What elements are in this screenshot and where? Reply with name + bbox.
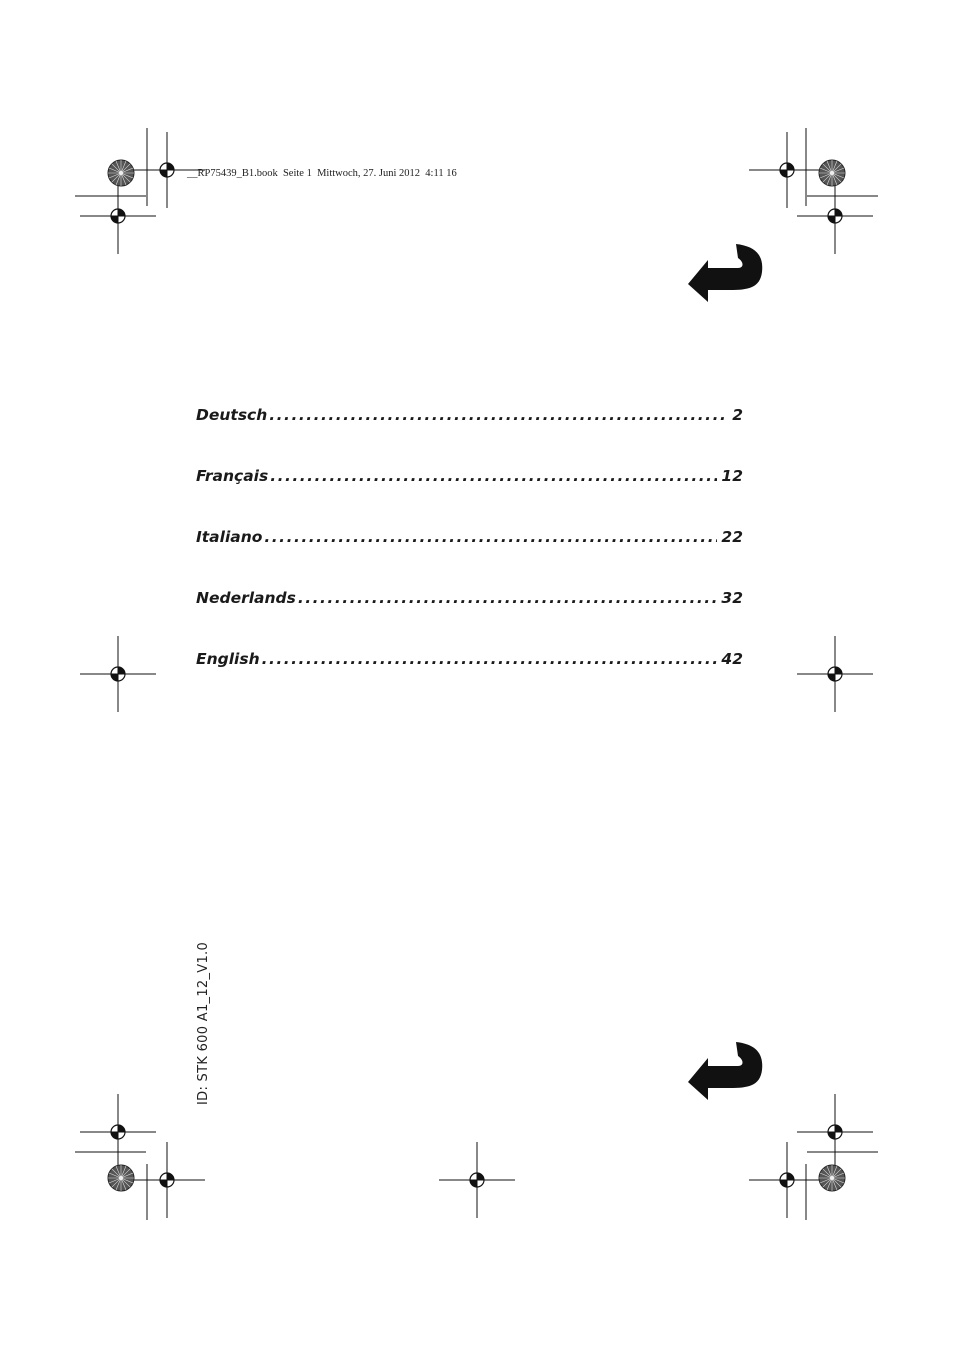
registration-mark-icon xyxy=(129,1142,205,1218)
registration-mark-icon xyxy=(797,178,873,254)
toc-entry-francais[interactable] xyxy=(196,467,743,491)
toc-leader-dots xyxy=(262,650,718,668)
registration-mark-icon xyxy=(749,132,825,208)
toc-label: Deutsch xyxy=(196,406,268,424)
toc-page-number: 32 xyxy=(721,589,743,607)
toc-page-number: 22 xyxy=(721,528,743,546)
registration-mark-icon xyxy=(439,1142,515,1218)
toc-leader-dots xyxy=(269,406,728,424)
toc-label: Italiano xyxy=(196,528,263,546)
registration-mark-icon xyxy=(797,1094,873,1170)
registration-mark-icon xyxy=(797,636,873,712)
toc-leader-dots xyxy=(264,528,717,546)
toc-page-number: 2 xyxy=(732,406,743,424)
toc-label: Français xyxy=(196,467,269,485)
document-id: ID: STK 600 A1_12_V1.0 xyxy=(196,941,211,1105)
toc-entry-english[interactable] xyxy=(196,650,743,674)
color-wheel-icon xyxy=(819,160,845,186)
registration-mark-icon xyxy=(749,1142,825,1218)
registration-mark-icon xyxy=(80,178,156,254)
registration-mark-icon xyxy=(80,636,156,712)
toc-entry-deutsch[interactable] xyxy=(196,406,743,430)
toc-leader-dots xyxy=(270,467,717,485)
toc-leader-dots xyxy=(298,589,718,607)
toc-page-number: 42 xyxy=(721,650,743,668)
color-wheel-icon xyxy=(108,1165,134,1191)
toc-label: English xyxy=(196,650,260,668)
toc-entry-italiano[interactable] xyxy=(196,528,743,552)
toc-entry-nederlands[interactable] xyxy=(196,589,743,613)
toc-label: Nederlands xyxy=(196,589,296,607)
page-turn-arrow-icon xyxy=(688,1042,762,1100)
color-wheel-icon xyxy=(819,1165,845,1191)
toc-page-number: 12 xyxy=(721,467,743,485)
color-wheel-icon xyxy=(108,160,134,186)
page-turn-arrow-icon xyxy=(688,244,762,302)
file-info-header: __RP75439_B1.book Seite 1 Mittwoch, 27. Juni 2012 4:11 16 xyxy=(187,168,457,179)
registration-mark-icon xyxy=(80,1094,156,1170)
